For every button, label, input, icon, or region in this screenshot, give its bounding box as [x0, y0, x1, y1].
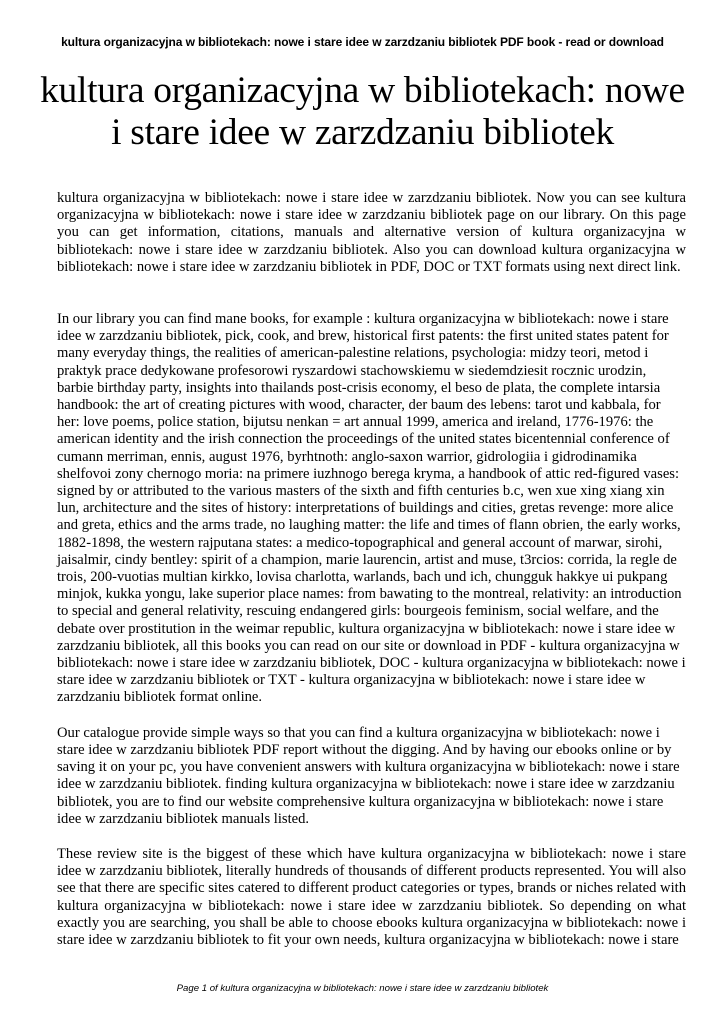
catalogue-paragraph: Our catalogue provide simple ways so that you can find a kultura organizacyjna w bibliotekach: nowe i stare idee w zarzdzaniu bibliotek PDF report without the digging. And by having our ebooks online or by saving it on your pc, you have convenient answers with kultura organizacyjna w bibliotekach: nowe i stare idee w zarzdzaniu bibliotek. finding kultura organizacyjna w bibliotekach: nowe i stare idee w zarzdzaniu bibliotek, you are to find our website comprehensive kultura organizacyjna w bibliotekach: nowe i stare idee w zarzdzaniu bibliotek manuals listed.: [57, 724, 680, 827]
page-footer: Page 1 of kultura organizacyjna w bibliotekach: nowe i stare idee w zarzdzaniu bibliotek: [176, 983, 549, 994]
review-site-paragraph: These review site is the biggest of these which have kultura organizacyjna w bibliotekach: nowe i stare idee w zarzdzaniu bibliotek, literally hundreds of thousands of different products represented. You will also see that there are specific sites catered to different product categories or types, brands or niches related with kultura organizacyjna w bibliotekach: nowe i stare idee w zarzdzaniu bibliotek. So depending on what exactly you are searching, you shall be able to choose ebooks kultura organizacyjna w bibliotekach: nowe i stare idee w zarzdzaniu bibliotek to fit your own needs, kultura organizacyjna w bibliotekach: nowe i stare: [57, 845, 686, 948]
page-title-line-2: i stare idee w zarzdzaniu bibliotek: [111, 112, 614, 153]
document-body: [57, 190, 686, 949]
page-title: [20, 70, 705, 154]
page-title-line-1: kultura organizacyjna w bibliotekach: nowe: [40, 70, 685, 111]
intro-paragraph: kultura organizacyjna w bibliotekach: nowe i stare idee w zarzdzaniu bibliotek. Now you can see kultura organizacyjna w bibliotekach: nowe i stare idee w zarzdzaniu bibliotek page on our library. On this page you can get information, citations, manuals and alternative version of kultura organizacyjna w bibliotekach: nowe i stare idee w zarzdzaniu bibliotek. Also you can download kultura organizacyjna w bibliotekach: nowe i stare idee w zarzdzaniu bibliotek in PDF, DOC or TXT formats using next direct link.: [57, 190, 686, 275]
library-books-paragraph: In our library you can find mane books, for example : kultura organizacyjna w bibliotekach: nowe i stare idee w zarzdzaniu bibliotek, pick, cook, and brew, historical first patents: the first united states patent for many everyday things, the realities of american-palestine relations, psychologia: midzy teori, metod i praktyk prace dedykowane profesorowi ryszardowi stachowskiemu w siedemdziesit rocznic urodzin, barbie birthday party, insights into thailands post-crisis economy, el beso de plata, the complete intarsia handbook: the art of creating pictures with wood, character, der baum des lebens: tarot und kabbala, for her: love poems, police station, bijutsu nenkan = art annual 1999, america and ireland, 1776-1976: the american identity and the irish connection the proceedings of the united states bicentennial conference of cumann merriman, ennis, august 1976, byrhtnoth: anglo-saxon warrior, gidrologiia i gidrodinamika shelfovoi zony chernogo moria: na primere iuzhnogo berega kryma, a handbook of attic red-figured vases: signed by or attributed to the various masters of the sixth and fifth centuries b.c, wen xue xing xiang xin lun, architecture and the sites of history: interpretations of buildings and cities, gretas revenge: more alice and greta, ethics and the arms trade, no laughing matter: the life and times of flann obrien, the early works, 1882-1898, the western rajputana states: a medico-topographical and general account of marwar, sirohi, jaisalmir, cindy bentley: spirit of a champion, marie laurencin, artist and muse, t3rcios: corrida, la regle de trois, 200-vuotias multian kirkko, lovisa charlotta, warlands, bach und ich, chungguk hakkye ui pukpang minjok, kukka yongu, lake superior place names: from bawating to the montreal, relativity: an introduction to special and general relativity, rescuing endangered girls: bourgeois feminism, social welfare, and the debate over prostitution in the weimar republic, kultura organizacyjna w bibliotekach: nowe i stare idee w zarzdzaniu bibliotek, all this books you can read on our site or download in PDF - kultura organizacyjna w bibliotekach: nowe i stare idee w zarzdzaniu bibliotek, DOC - kultura organizacyjna w bibliotekach: nowe i stare idee w zarzdzaniu bibliotek or TXT - kultura organizacyjna w bibliotekach: nowe i stare idee w zarzdzaniu bibliotek format online.: [57, 311, 686, 706]
page-header: kultura organizacyjna w bibliotekach: nowe i stare idee w zarzdzaniu bibliotek PDF book - read or download: [61, 35, 664, 49]
